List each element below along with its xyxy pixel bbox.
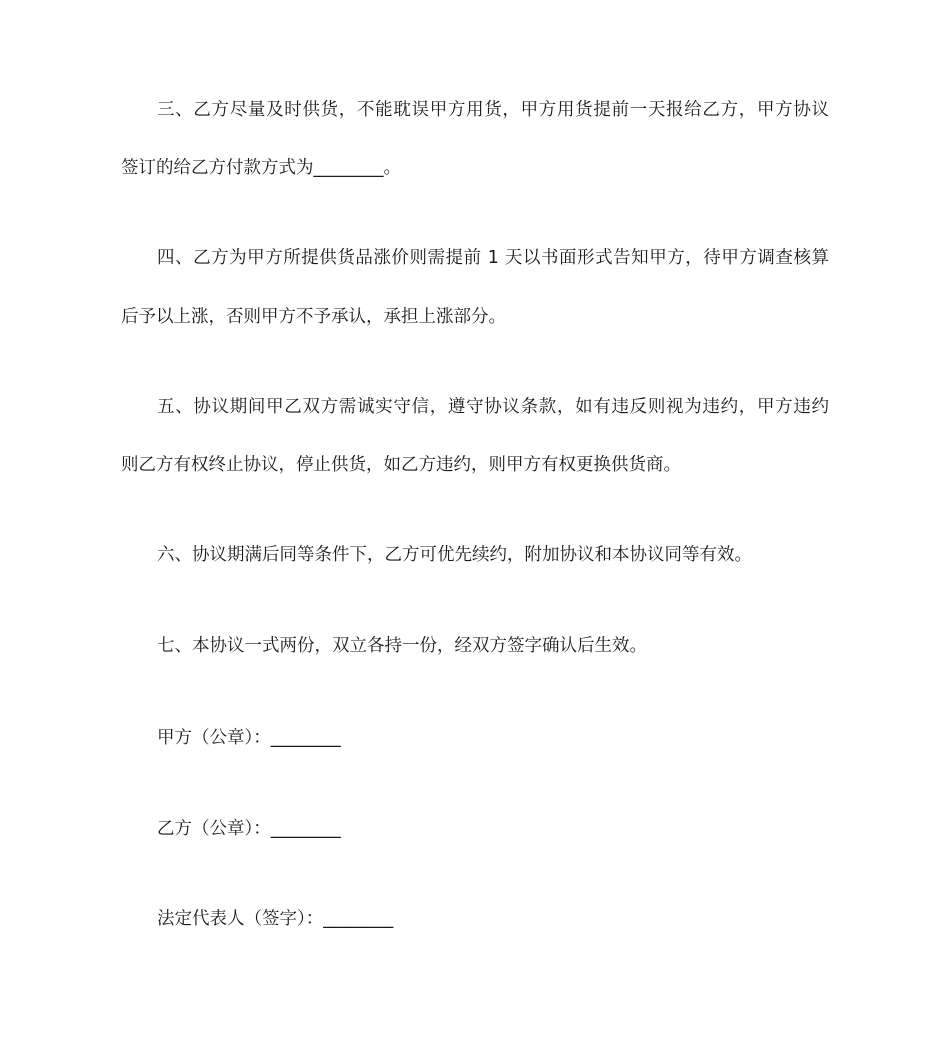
clause-4-line-1: 四、乙方为甲方所提供货品涨价则需提前 1 天以书面形式告知甲方，待甲方调查核算	[157, 248, 829, 268]
clause-7-line-1: 七、本协议一式两份，双立各持一份，经双方签字确认后生效。	[157, 636, 647, 656]
legal-representative-signature-field: 法定代表人（签字）：________	[157, 909, 394, 929]
party-a-seal-field: 甲方（公章）：________	[157, 728, 341, 748]
clause-3-line-2: 签订的给乙方付款方式为________。	[121, 158, 401, 178]
clause-6-line-1: 六、协议期满后同等条件下，乙方可优先续约，附加协议和本协议同等有效。	[157, 545, 752, 565]
clause-5-line-2: 则乙方有权终止协议，停止供货，如乙方违约，则甲方有权更换供货商。	[121, 455, 681, 475]
party-b-seal-field: 乙方（公章）：________	[157, 819, 341, 839]
clause-4-line-2: 后予以上涨，否则甲方不予承认，承担上涨部分。	[121, 307, 506, 327]
clause-5-line-1: 五、协议期间甲乙双方需诚实守信，遵守协议条款，如有违反则视为违约，甲方违约	[157, 397, 829, 417]
clause-3-line-1: 三、乙方尽量及时供货，不能耽误甲方用货，甲方用货提前一天报给乙方，甲方协议	[157, 100, 829, 120]
